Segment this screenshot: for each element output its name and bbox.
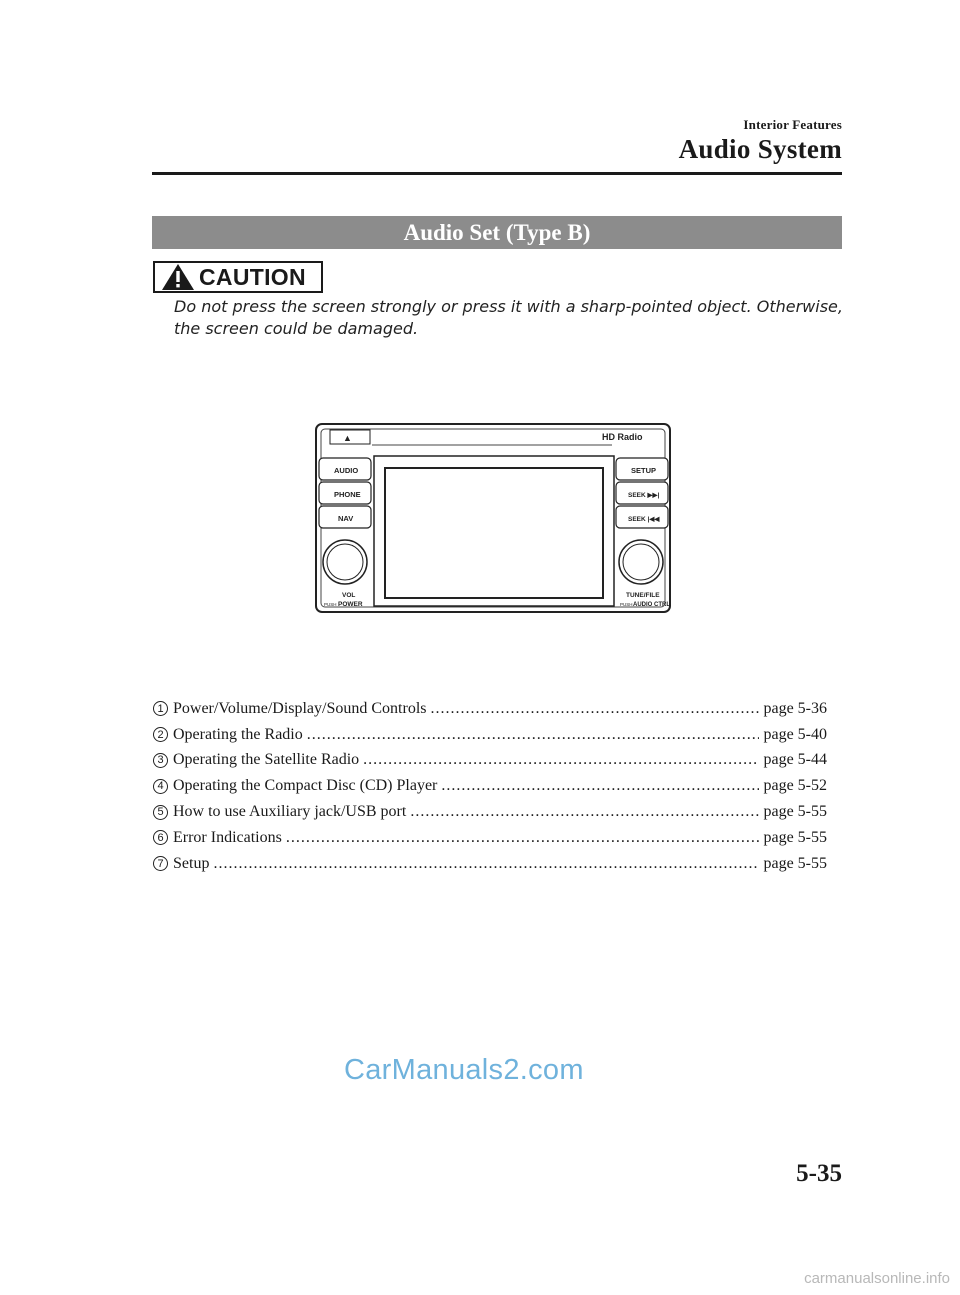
header-section: Interior Features xyxy=(743,117,842,132)
leader-dots xyxy=(441,777,759,795)
header-title: Audio System xyxy=(678,134,842,164)
header-rule xyxy=(152,172,842,175)
footer-watermark: carmanualsonline.info xyxy=(804,1270,950,1287)
item-title: Operating the Radio xyxy=(173,725,303,743)
leader-dots xyxy=(286,829,760,847)
item-title: Error Indications xyxy=(173,828,282,846)
list-item[interactable] xyxy=(153,773,827,799)
item-number: 2 xyxy=(153,727,168,742)
item-title: How to use Auxiliary jack/USB port xyxy=(173,803,407,821)
leader-dots xyxy=(363,751,759,769)
audio-unit-illustration xyxy=(312,420,674,616)
leader-dots xyxy=(410,803,759,821)
item-number: 3 xyxy=(153,753,168,768)
item-number: 6 xyxy=(153,830,168,845)
section-title: Audio Set (Type B) xyxy=(152,216,842,249)
item-number: 5 xyxy=(153,805,168,820)
list-item[interactable] xyxy=(153,696,827,722)
leader-dots xyxy=(431,700,760,718)
list-item[interactable] xyxy=(153,825,827,851)
seek-forward-button: SEEK ▶▶| xyxy=(628,492,660,499)
item-page: page 5-40 xyxy=(763,725,827,743)
watermark: CarManuals2.com xyxy=(344,1054,584,1086)
item-title: Setup xyxy=(173,854,210,872)
vol-label: VOL xyxy=(342,592,356,599)
list-item[interactable] xyxy=(153,722,827,748)
phone-button: PHONE xyxy=(334,490,361,499)
item-number: 1 xyxy=(153,701,168,716)
seek-back-button: SEEK |◀◀ xyxy=(628,516,660,523)
hd-radio-badge: HD Radio xyxy=(602,432,643,442)
warning-icon xyxy=(161,263,195,291)
tune-file-label: TUNE/FILE xyxy=(626,592,660,599)
eject-icon: ▲ xyxy=(343,433,352,443)
item-page: page 5-36 xyxy=(763,699,827,717)
item-page: page 5-55 xyxy=(763,803,827,821)
setup-button: SETUP xyxy=(631,466,657,475)
caution-label-box xyxy=(153,261,323,293)
item-number: 4 xyxy=(153,779,168,794)
item-title: Power/Volume/Display/Sound Controls xyxy=(173,699,427,717)
item-page: page 5-55 xyxy=(763,854,827,872)
item-page: page 5-44 xyxy=(763,751,827,769)
leader-dots xyxy=(213,855,759,873)
item-page: page 5-55 xyxy=(763,828,827,846)
page-number: 5-35 xyxy=(796,1160,842,1187)
audio-ctrl-label: AUDIO CTRL xyxy=(633,602,670,608)
audio-button: AUDIO xyxy=(334,466,359,475)
caution-label: CAUTION xyxy=(199,263,306,290)
tune-push-label: PUSH xyxy=(620,602,633,607)
caution-line: Do not press the screen strongly or press it with a sharp-pointed object. Otherwise, xyxy=(174,297,843,316)
item-title: Operating the Compact Disc (CD) Player xyxy=(173,777,438,795)
vol-push-label: PUSH xyxy=(324,602,337,607)
power-label: POWER xyxy=(338,601,363,608)
leader-dots xyxy=(307,726,760,744)
nav-button: NAV xyxy=(338,514,354,523)
caution-line: the screen could be damaged. xyxy=(174,319,419,338)
item-page: page 5-52 xyxy=(763,777,827,795)
contents-list xyxy=(153,696,827,877)
item-number: 7 xyxy=(153,856,168,871)
item-title: Operating the Satellite Radio xyxy=(173,751,360,769)
list-item[interactable] xyxy=(153,799,827,825)
list-item[interactable] xyxy=(153,851,827,877)
list-item[interactable] xyxy=(153,748,827,774)
caution-text xyxy=(174,296,842,340)
